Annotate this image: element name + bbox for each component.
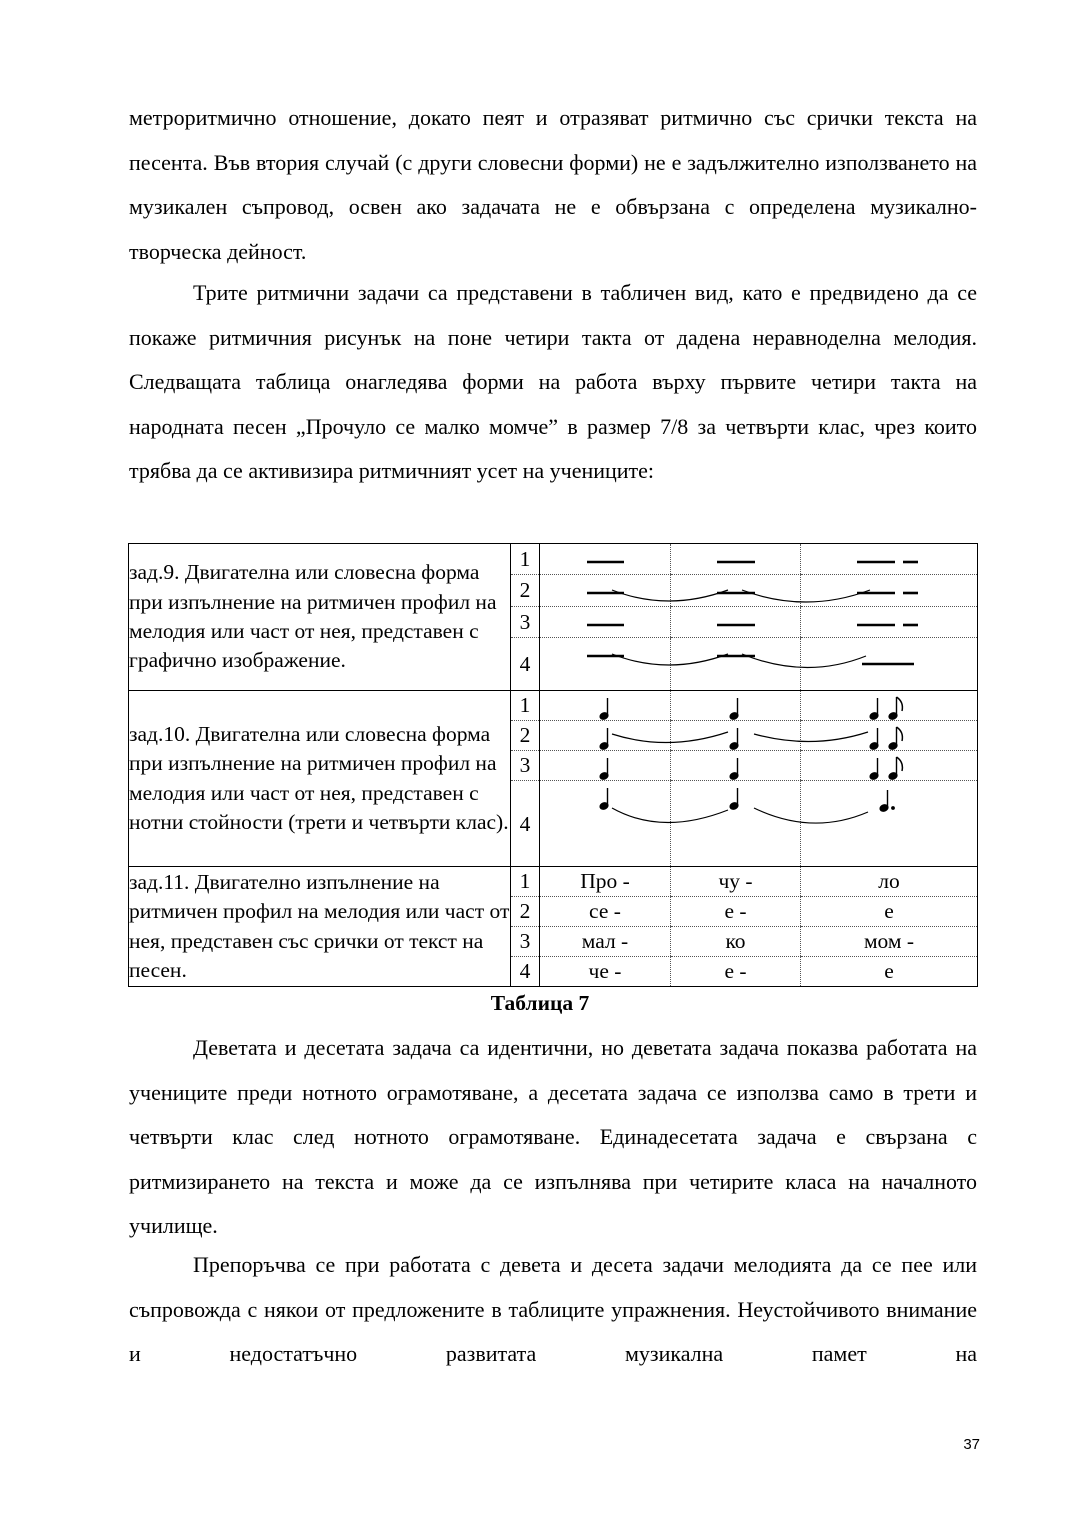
- row-number: 1: [511, 544, 540, 575]
- syllable-cell: ко: [671, 927, 801, 957]
- syllable-cell: е: [801, 957, 978, 987]
- paragraph-recommendation: Препоръчва се при работата с девета и десета задачи мелодията да се пее или съпровожда с някои от предложените в таблиците упражнения. Неустойчивото внимание и недостатъчно развитата музикална памет на: [129, 1252, 977, 1366]
- syllable-cell: е -: [671, 897, 801, 927]
- paragraph-intro: метроритмично отношение, докато пеят и отразяват ритмично със срички текста на песента. Във втория случай (с други словесни форми) не е задължително използването на музикален съпровод, освен ако задачата не е обвързана с определена музикално-творческа дейност.: [129, 105, 977, 264]
- task9-description: зад.9. Двигателна или словесна форма при изпълнение на ритмичен профил на мелодия или част от нея, представен с графично изображение.: [129, 544, 511, 691]
- syllable-cell: чу -: [671, 867, 801, 897]
- table-caption: Таблица 7: [490, 991, 590, 1015]
- row-number: 2: [511, 897, 540, 927]
- syllable-cell: ло: [801, 867, 978, 897]
- task9-row-1: [129, 544, 978, 575]
- task10-description: зад.10. Двигателна или словесна форма при изпълнение на ритмичен профил на мелодия или част от нея, представен с нотни стойности (трети и четвърти клас).: [129, 691, 511, 867]
- row-number: 4: [511, 781, 540, 867]
- task11-description: зад.11. Двигателно изпълнение на ритмичен профил на мелодия или част от нея, представен със срички от текст на песен.: [129, 867, 511, 987]
- row-number: 4: [511, 957, 540, 987]
- syllable-cell: е -: [671, 957, 801, 987]
- row-number: 4: [511, 638, 540, 691]
- syllable-cell: мом -: [801, 927, 978, 957]
- task11-row-1: [129, 867, 978, 897]
- row-number: 3: [511, 927, 540, 957]
- row-number: 2: [511, 575, 540, 607]
- syllable-cell: е: [801, 897, 978, 927]
- syllable-cell: че -: [540, 957, 671, 987]
- rhythm-tasks-table: [128, 543, 978, 987]
- row-number: 1: [511, 867, 540, 897]
- paragraph-tasks-comparison: Деветата и десетата задача са идентични, но деветата задача показва работата на учениците преди нотното ограмотяване, а десетата задача се използва само в трети и четвърти клас след нотното ограмотяване. Единадесетата задача е свързана с ритмизирането на текста и може да се изпълнява при четирите класа на началното училище.: [129, 1035, 977, 1238]
- row-number: 1: [511, 691, 540, 721]
- page-number: 37: [963, 1436, 980, 1453]
- paragraph-table-intro: Трите ритмични задачи са представени в табличен вид, като е предвидено да се покаже ритмичния рисунък на поне четири такта от дадена неравноделна мелодия. Следващата таблица онагледява форми на работа върху първите четири такта на народната песен „Прочуло се малко момче” в размер 7/8 за четвърти клас, чрез които трябва да се активизира ритмичният усет на учениците:: [129, 280, 977, 483]
- syllable-cell: Про -: [540, 867, 671, 897]
- syllable-cell: се -: [540, 897, 671, 927]
- task10-row-1: [129, 691, 978, 721]
- syllable-cell: мал -: [540, 927, 671, 957]
- row-number: 3: [511, 751, 540, 781]
- row-number: 2: [511, 721, 540, 751]
- row-number: 3: [511, 607, 540, 638]
